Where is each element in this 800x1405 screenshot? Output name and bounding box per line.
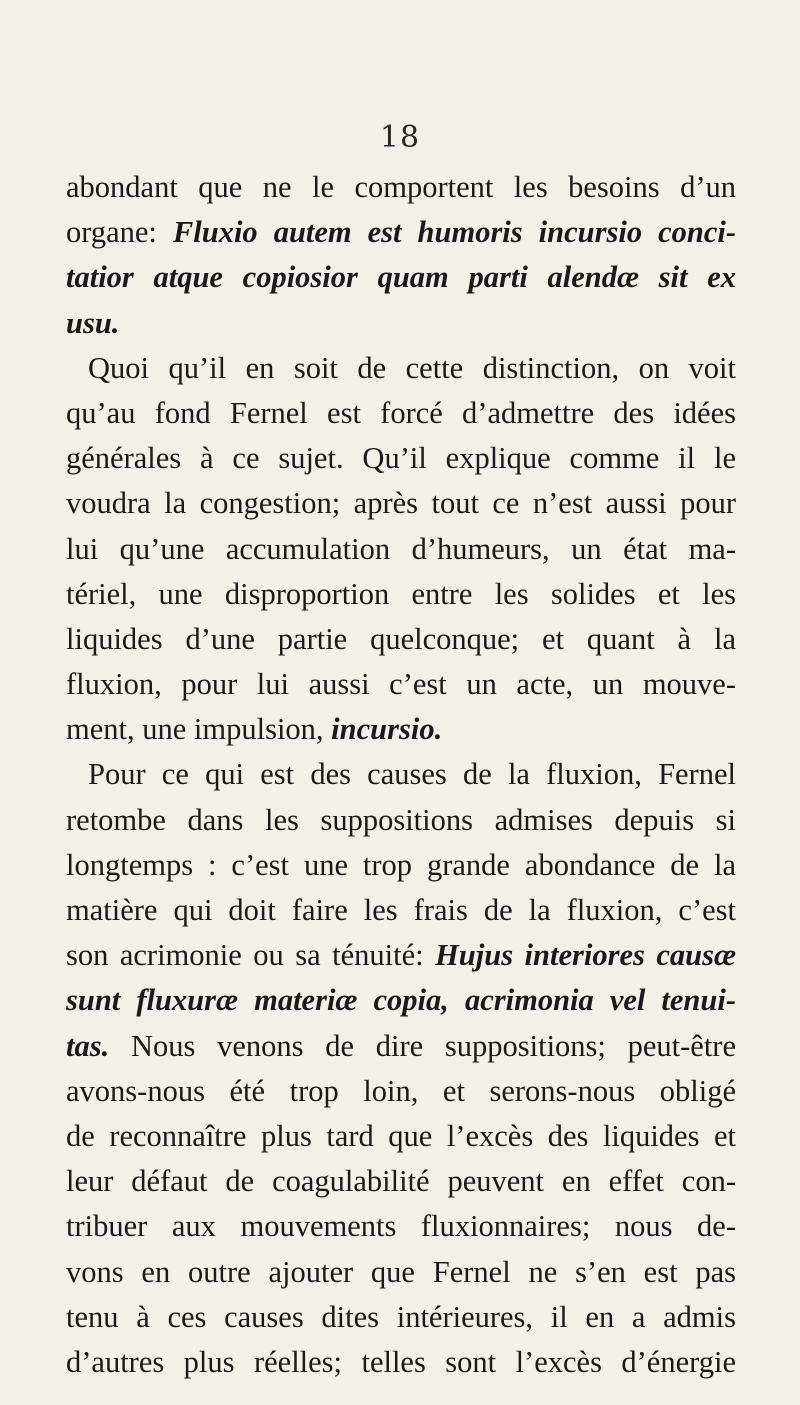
text-line bbox=[66, 572, 736, 617]
text-segment: liquides d’une partie quelconque; et quant à la bbox=[66, 621, 736, 656]
text-line bbox=[66, 933, 736, 978]
text-line bbox=[66, 210, 736, 255]
text-segment: générales à ce sujet. Qu’il explique comme il le bbox=[66, 441, 736, 476]
text-segment: son acrimonie ou sa ténuité: bbox=[66, 938, 436, 973]
text-line bbox=[66, 1159, 736, 1204]
text-line bbox=[66, 1069, 736, 1114]
text-segment: Quoi qu’il en soit de cette distinction, on voit bbox=[88, 350, 736, 385]
text-segment: ment, une impulsion, bbox=[66, 712, 332, 747]
text-segment: voudra la congestion; après tout ce n’est aussi pour bbox=[66, 486, 736, 521]
text-line bbox=[66, 662, 736, 707]
text-line bbox=[66, 527, 736, 572]
body-text bbox=[66, 165, 736, 1385]
text-segment: retombe dans les suppositions admises depuis si bbox=[66, 802, 736, 837]
latin-quote: incursio. bbox=[331, 712, 443, 747]
text-line bbox=[66, 301, 736, 346]
text-line bbox=[66, 978, 736, 1023]
text-line bbox=[66, 255, 736, 300]
text-line bbox=[66, 481, 736, 526]
latin-quote: tatior atque copiosior quam parti alendæ sit ex bbox=[66, 260, 736, 295]
text-segment: leur défaut de coagulabilité peuvent en effet con- bbox=[66, 1164, 736, 1199]
text-line bbox=[66, 707, 736, 752]
latin-quote: usu. bbox=[66, 305, 120, 340]
text-line bbox=[66, 165, 736, 210]
text-line bbox=[66, 1340, 736, 1385]
text-line bbox=[66, 436, 736, 481]
text-segment: tériel, une disproportion entre les solides et les bbox=[66, 576, 736, 611]
text-segment: qu’au fond Fernel est forcé d’admettre des idées bbox=[66, 395, 736, 430]
text-segment: lui qu’une accumulation d’humeurs, un état ma- bbox=[66, 531, 736, 566]
text-line bbox=[66, 798, 736, 843]
text-segment: d’autres plus réelles; telles sont l’excès d’énergie bbox=[66, 1344, 736, 1379]
text-segment: longtemps : c’est une trop grande abondance de la bbox=[66, 847, 736, 882]
text-segment: vons en outre ajouter que Fernel ne s’en est pas bbox=[66, 1254, 736, 1289]
text-line bbox=[66, 1024, 736, 1069]
text-line bbox=[66, 1114, 736, 1159]
text-segment: organe: bbox=[66, 215, 173, 250]
text-segment: avons-nous été trop loin, et serons-nous obligé bbox=[66, 1073, 736, 1108]
latin-quote: sunt fluxuræ materiæ copia, acrimonia vel tenui- bbox=[66, 983, 736, 1018]
text-line bbox=[66, 1250, 736, 1295]
latin-quote: Fluxio autem est humoris incursio conci- bbox=[172, 215, 736, 250]
text-line bbox=[66, 843, 736, 888]
text-segment: tribuer aux mouvements fluxionnaires; nous de- bbox=[66, 1209, 736, 1244]
latin-quote: tas. bbox=[66, 1028, 110, 1063]
text-segment: tenu à ces causes dites intérieures, il en a admis bbox=[66, 1299, 736, 1334]
page-number: 18 bbox=[379, 120, 421, 155]
text-line bbox=[66, 391, 736, 436]
latin-quote: Hujus interiores causæ bbox=[435, 938, 736, 973]
text-segment: abondant que ne le comportent les besoins d’un bbox=[66, 170, 736, 204]
text-line bbox=[66, 888, 736, 933]
text-segment: matière qui doit faire les frais de la fluxion, c’est bbox=[66, 893, 736, 927]
text-segment: de reconnaître plus tard que l’excès des liquides et bbox=[66, 1118, 736, 1153]
text-segment: Pour ce qui est des causes de la fluxion, Fernel bbox=[88, 757, 736, 792]
text-line bbox=[66, 1204, 736, 1249]
text-line bbox=[66, 617, 736, 662]
text-segment: Nous venons de dire suppositions; peut-être bbox=[109, 1028, 736, 1063]
text-segment: fluxion, pour lui aussi c’est un acte, un mouve- bbox=[66, 667, 736, 702]
text-line bbox=[66, 1295, 736, 1340]
text-line bbox=[66, 752, 736, 797]
text-line bbox=[66, 346, 736, 391]
